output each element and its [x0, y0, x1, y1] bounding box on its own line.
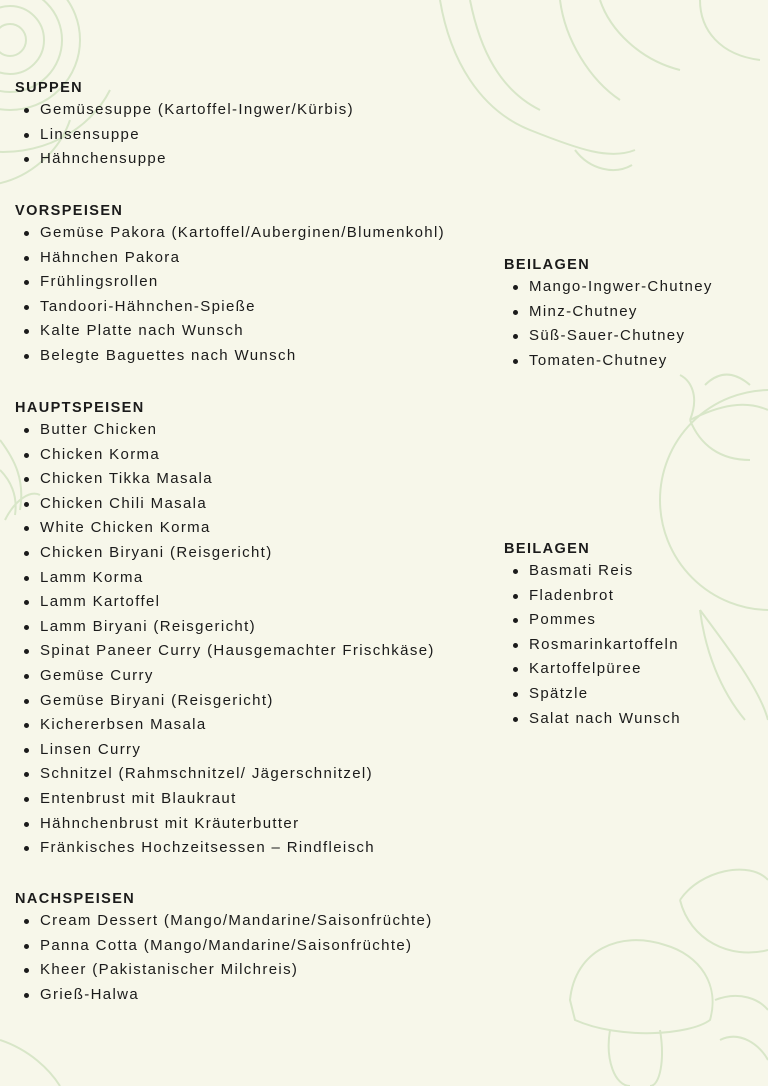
list-item: Entenbrust mit Blaukraut — [15, 787, 435, 812]
list-item: Chicken Korma — [15, 443, 435, 468]
list-item: Gemüsesuppe (Kartoffel-Ingwer/Kürbis) — [15, 98, 354, 123]
list-item: Tomaten-Chutney — [504, 349, 713, 374]
list-item: Lamm Korma — [15, 566, 435, 591]
list-item: Cream Dessert (Mango/Mandarine/Saisonfrüchte) — [15, 909, 433, 934]
list-item: Hähnchensuppe — [15, 147, 354, 172]
list-item: Fladenbrot — [504, 584, 681, 609]
list-item: Gemüse Pakora (Kartoffel/Auberginen/Blumenkohl) — [15, 221, 445, 246]
list-item: Lamm Biryani (Reisgericht) — [15, 615, 435, 640]
list-item: Chicken Biryani (Reisgericht) — [15, 541, 435, 566]
list-item: Schnitzel (Rahmschnitzel/ Jägerschnitzel) — [15, 762, 435, 787]
list-item: Spätzle — [504, 682, 681, 707]
section-beilagen-haupt — [504, 539, 681, 731]
list-item: Fränkisches Hochzeitsessen – Rindfleisch — [15, 836, 435, 861]
list-item: Salat nach Wunsch — [504, 707, 681, 732]
section-title-vorspeisen: VORSPEISEN — [15, 203, 124, 219]
list-item: Süß-Sauer-Chutney — [504, 324, 713, 349]
list-beilagen-haupt — [504, 559, 681, 731]
list-item: Rosmarinkartoffeln — [504, 633, 681, 658]
section-vorspeisen — [15, 201, 445, 369]
list-beilagen-chutney — [504, 275, 713, 373]
section-beilagen-chutney — [504, 255, 713, 373]
section-title-nachspeisen: NACHSPEISEN — [15, 891, 136, 907]
section-hauptspeisen — [15, 398, 435, 861]
list-item: Tandoori-Hähnchen-Spieße — [15, 295, 445, 320]
list-item: Frühlingsrollen — [15, 270, 445, 295]
list-nachspeisen — [15, 909, 433, 1007]
list-item: Chicken Chili Masala — [15, 492, 435, 517]
list-item: Chicken Tikka Masala — [15, 467, 435, 492]
list-item: Mango-Ingwer-Chutney — [504, 275, 713, 300]
list-item: Spinat Paneer Curry (Hausgemachter Frischkäse) — [15, 639, 435, 664]
section-title-suppen: SUPPEN — [15, 80, 84, 96]
list-item: White Chicken Korma — [15, 516, 435, 541]
list-item: Hähnchen Pakora — [15, 246, 445, 271]
list-item: Kheer (Pakistanischer Milchreis) — [15, 958, 433, 983]
list-item: Linsensuppe — [15, 123, 354, 148]
list-item: Lamm Kartoffel — [15, 590, 435, 615]
list-item: Linsen Curry — [15, 738, 435, 763]
list-item: Gemüse Curry — [15, 664, 435, 689]
list-vorspeisen — [15, 221, 445, 369]
list-item: Grieß-Halwa — [15, 983, 433, 1008]
list-item: Basmati Reis — [504, 559, 681, 584]
list-item: Pommes — [504, 608, 681, 633]
list-item: Kichererbsen Masala — [15, 713, 435, 738]
section-title-beilagen-haupt: BEILAGEN — [504, 541, 591, 557]
list-item: Hähnchenbrust mit Kräuterbutter — [15, 812, 435, 837]
section-suppen — [15, 78, 354, 172]
list-item: Kartoffelpüree — [504, 657, 681, 682]
list-item: Butter Chicken — [15, 418, 435, 443]
section-title-beilagen-chutney: BEILAGEN — [504, 257, 591, 273]
list-item: Panna Cotta (Mango/Mandarine/Saisonfrüchte) — [15, 934, 433, 959]
list-hauptspeisen — [15, 418, 435, 861]
list-item: Belegte Baguettes nach Wunsch — [15, 344, 445, 369]
list-item: Minz-Chutney — [504, 300, 713, 325]
section-title-hauptspeisen: HAUPTSPEISEN — [15, 400, 145, 416]
list-suppen — [15, 98, 354, 172]
list-item: Gemüse Biryani (Reisgericht) — [15, 689, 435, 714]
section-nachspeisen — [15, 889, 433, 1007]
list-item: Kalte Platte nach Wunsch — [15, 319, 445, 344]
